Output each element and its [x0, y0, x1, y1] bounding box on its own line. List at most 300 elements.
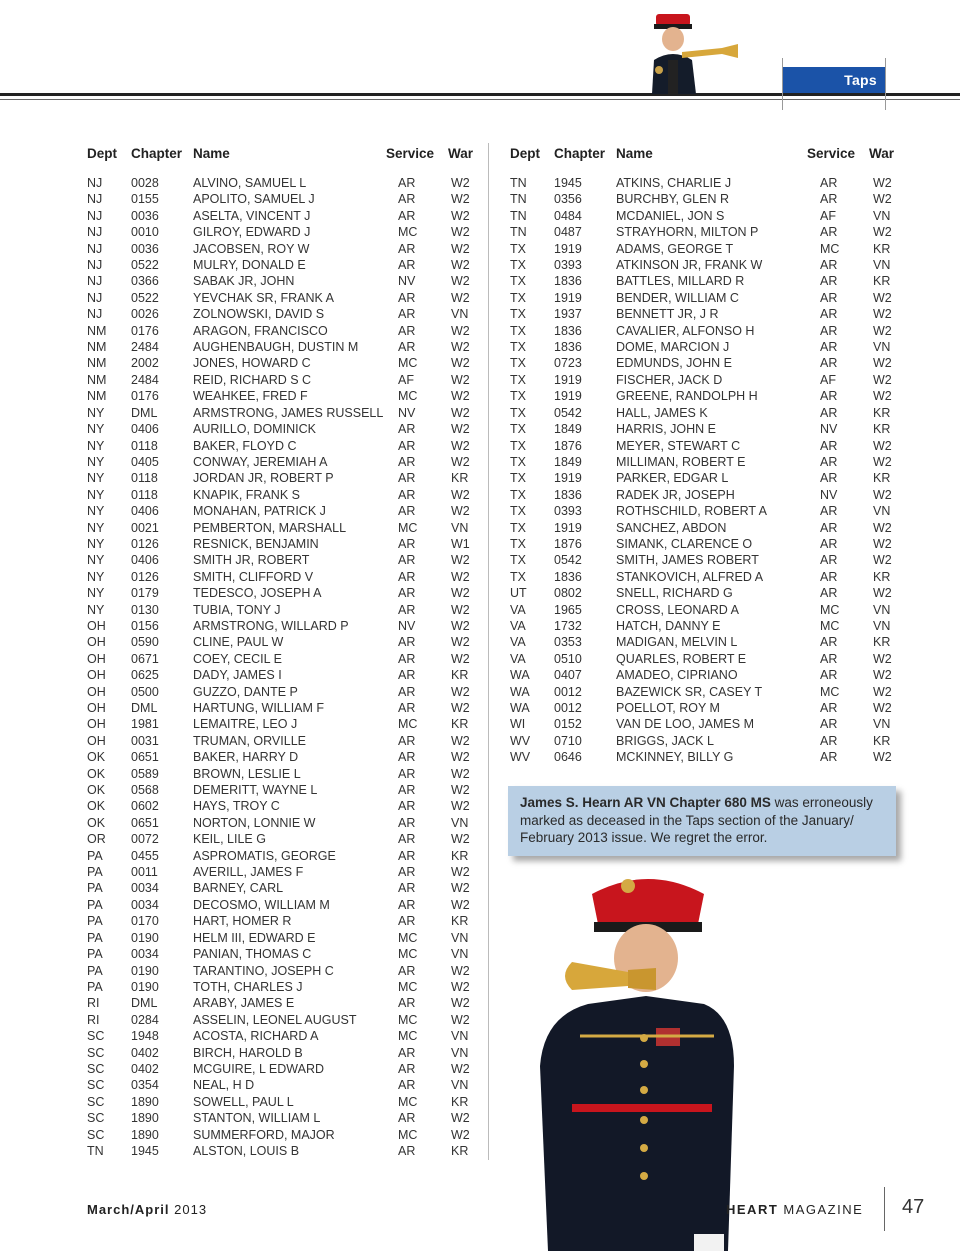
chapter-cell: 1919	[554, 471, 582, 486]
chapter-cell: 0170	[131, 914, 159, 929]
dept-cell: NM	[87, 389, 107, 404]
name-cell: MILLIMAN, ROBERT E	[616, 454, 746, 469]
name-cell: DADY, JAMES I	[193, 668, 282, 683]
name-cell: BATTLES, MILLARD R	[616, 274, 745, 289]
service-cell: AR	[398, 783, 416, 798]
table-row	[510, 635, 910, 651]
service-cell: NV	[820, 422, 838, 437]
chapter-cell: 1981	[131, 717, 159, 732]
war-cell: W2	[451, 241, 470, 256]
bugler-large-illustration	[528, 866, 748, 1251]
service-cell: MC	[398, 389, 418, 404]
service-cell: AR	[820, 258, 838, 273]
chapter-cell: 0118	[131, 471, 158, 486]
dept-cell: TX	[510, 258, 526, 273]
name-cell: APOLITO, SAMUEL J	[193, 192, 315, 207]
chapter-cell: 0522	[131, 290, 159, 305]
service-cell: AR	[820, 323, 838, 338]
name-cell: VAN DE LOO, JAMES M	[616, 717, 754, 732]
war-cell: W2	[873, 701, 892, 715]
war-cell: W2	[451, 881, 470, 896]
chapter-cell: 1919	[554, 290, 582, 305]
tab-divider-right	[885, 58, 886, 110]
name-cell: PARKER, EDGAR L	[616, 471, 729, 486]
chapter-cell: 0012	[554, 684, 582, 699]
name-cell: HELM III, EDWARD E	[193, 930, 316, 945]
dept-cell: TX	[510, 487, 526, 502]
service-cell: AR	[398, 602, 416, 617]
service-cell: NV	[398, 618, 416, 633]
chapter-cell: 1919	[554, 241, 582, 256]
service-cell: AR	[398, 553, 416, 568]
name-cell: EDMUNDS, JOHN E	[616, 356, 732, 371]
war-cell: VN	[451, 520, 469, 535]
name-cell: CROSS, LEONARD A	[616, 602, 739, 617]
service-cell: AR	[398, 651, 416, 666]
war-cell: W2	[873, 750, 892, 765]
table-row	[87, 324, 482, 340]
service-cell: AR	[398, 487, 416, 502]
name-cell: RADEK JR, JOSEPH	[616, 487, 735, 502]
table-row	[510, 225, 910, 241]
chapter-cell: 1836	[554, 323, 582, 338]
name-cell: SMITH JR, ROBERT	[193, 553, 310, 568]
table-row	[510, 685, 910, 701]
table-row	[87, 1062, 482, 1078]
service-cell: AF	[398, 372, 414, 387]
dept-cell: NY	[87, 422, 105, 437]
name-cell: TARANTINO, JOSEPH C	[193, 963, 334, 978]
war-cell: W2	[451, 750, 470, 765]
table-row	[510, 291, 910, 307]
table-row	[510, 619, 910, 635]
dept-cell: TX	[510, 405, 526, 420]
table-row	[87, 1111, 482, 1127]
name-cell: ARMSTRONG, WILLARD P	[193, 618, 349, 633]
dept-cell: PA	[87, 947, 103, 962]
chapter-cell: 1945	[131, 1143, 159, 1158]
chapter-cell: 0155	[131, 192, 159, 207]
dept-cell: NJ	[87, 192, 103, 207]
war-cell: W2	[451, 208, 470, 223]
name-cell: BROWN, LESLIE L	[193, 766, 301, 781]
service-cell: AR	[820, 536, 838, 551]
dept-cell: TN	[510, 225, 527, 240]
war-cell: W2	[451, 290, 470, 305]
war-cell: W2	[451, 356, 470, 371]
service-cell: AR	[820, 553, 838, 568]
table-row	[87, 422, 482, 438]
name-cell: MULRY, DONALD E	[193, 258, 306, 273]
service-cell: AR	[820, 520, 838, 535]
war-cell: KR	[873, 274, 891, 289]
chapter-cell: 1919	[554, 389, 582, 404]
header-rule-thin	[0, 99, 960, 100]
dept-cell: NJ	[87, 274, 103, 289]
dept-cell: SC	[87, 1061, 105, 1076]
dept-cell: OH	[87, 701, 106, 715]
page-number: 47	[902, 1196, 925, 1218]
chapter-cell: 0118	[131, 487, 158, 502]
table-row	[510, 242, 910, 258]
chapter-cell: 0589	[131, 766, 159, 781]
col-header-service: Service	[386, 146, 435, 161]
dept-cell: OK	[87, 799, 106, 814]
taps-column-right	[510, 143, 910, 767]
service-cell: AR	[398, 536, 416, 551]
chapter-cell: 0156	[131, 618, 159, 633]
table-row	[87, 1128, 482, 1144]
name-cell: MCDANIEL, JON S	[616, 208, 725, 223]
issue-date	[87, 1202, 207, 1217]
table-row	[87, 783, 482, 799]
table-row	[87, 209, 482, 225]
war-cell: W2	[873, 536, 892, 551]
dept-cell: TN	[510, 208, 527, 223]
name-cell: QUARLES, ROBERT E	[616, 651, 747, 666]
dept-cell: TX	[510, 356, 526, 371]
table-row	[510, 471, 910, 487]
dept-cell: TX	[510, 372, 526, 387]
service-cell: MC	[820, 602, 840, 617]
dept-cell: OK	[87, 766, 106, 781]
table-row	[510, 701, 910, 717]
service-cell: AR	[820, 668, 838, 683]
war-cell: W2	[451, 569, 470, 584]
table-row	[87, 1029, 482, 1045]
table-row	[510, 734, 910, 750]
table-row	[87, 980, 482, 996]
war-cell: W2	[451, 340, 470, 355]
chapter-cell: 0353	[554, 635, 582, 650]
war-cell: W2	[873, 684, 892, 699]
war-cell: KR	[873, 422, 891, 437]
dept-cell: VA	[510, 618, 526, 633]
dept-cell: TN	[510, 176, 527, 190]
name-cell: GILROY, EDWARD J	[193, 225, 311, 240]
dept-cell: OR	[87, 832, 106, 847]
name-cell: ASPROMATIS, GEORGE	[193, 848, 336, 863]
chapter-cell: 1945	[554, 176, 582, 190]
service-cell: AR	[820, 454, 838, 469]
dept-cell: OH	[87, 733, 106, 748]
table-row	[87, 652, 482, 668]
chapter-cell: 0031	[131, 733, 159, 748]
name-cell: COEY, CECIL E	[193, 651, 282, 666]
war-cell: VN	[873, 340, 891, 355]
table-row	[510, 406, 910, 422]
service-cell: AR	[398, 865, 416, 880]
war-cell: W2	[873, 290, 892, 305]
dept-cell: UT	[510, 586, 527, 601]
notice-bold-text: James S. Hearn AR VN Chapter 680 MS	[520, 795, 771, 810]
taps-list-left	[87, 176, 482, 1160]
dept-cell: SC	[87, 1078, 105, 1093]
chapter-cell: 0021	[131, 520, 159, 535]
dept-cell: SC	[87, 1111, 105, 1126]
name-cell: JONES, HOWARD C	[193, 356, 311, 371]
service-cell: MC	[398, 356, 418, 371]
war-cell: VN	[451, 947, 469, 962]
table-row	[510, 356, 910, 372]
name-cell: STANKOVICH, ALFRED A	[616, 569, 764, 584]
war-cell: W2	[451, 504, 470, 519]
war-cell: VN	[873, 504, 891, 519]
table-row	[87, 635, 482, 651]
war-cell: W2	[451, 1127, 470, 1142]
chapter-cell: 1876	[554, 438, 582, 453]
service-cell: MC	[398, 1012, 418, 1027]
name-cell: REID, RICHARD S C	[193, 372, 312, 387]
name-cell: KEIL, LILE G	[193, 832, 266, 847]
dept-cell: WA	[510, 684, 530, 699]
dept-cell: NM	[87, 356, 107, 371]
war-cell: VN	[451, 815, 469, 830]
chapter-cell: 0010	[131, 225, 159, 240]
chapter-cell: 0130	[131, 602, 159, 617]
table-row	[87, 274, 482, 290]
table-row	[510, 652, 910, 668]
chapter-cell: 0034	[131, 881, 159, 896]
name-cell: NEAL, H D	[193, 1078, 255, 1093]
war-cell: W2	[873, 307, 892, 322]
service-cell: AR	[398, 340, 416, 355]
chapter-cell: 0011	[131, 865, 158, 880]
name-cell: TEDESCO, JOSEPH A	[193, 586, 322, 601]
chapter-cell: 0393	[554, 258, 582, 273]
table-row	[87, 373, 482, 389]
table-row	[510, 176, 910, 192]
name-cell: STRAYHORN, MILTON P	[616, 225, 759, 240]
dept-cell: PA	[87, 930, 103, 945]
service-cell: AR	[398, 668, 416, 683]
name-cell: MEYER, STEWART C	[616, 438, 741, 453]
col-header-name: Name	[193, 146, 230, 161]
service-cell: AR	[398, 799, 416, 814]
table-row	[87, 668, 482, 684]
dept-cell: PA	[87, 881, 103, 896]
dept-cell: NJ	[87, 307, 103, 322]
chapter-cell: 1965	[554, 602, 582, 617]
service-cell: AR	[398, 881, 416, 896]
col-header-chapter: Chapter	[131, 146, 183, 161]
name-cell: AMADEO, CIPRIANO	[616, 668, 738, 683]
war-cell: KR	[873, 569, 891, 584]
service-cell: AR	[820, 651, 838, 666]
dept-cell: TX	[510, 454, 526, 469]
dept-cell: NY	[87, 553, 105, 568]
service-cell: AF	[820, 372, 836, 387]
name-cell: BURCHBY, GLEN R	[616, 192, 729, 207]
table-row	[87, 504, 482, 520]
table-row	[87, 439, 482, 455]
name-cell: ADAMS, GEORGE T	[616, 241, 734, 256]
chapter-cell: 0671	[131, 651, 159, 666]
dept-cell: SC	[87, 1094, 105, 1109]
table-row	[87, 553, 482, 569]
chapter-cell: 0036	[131, 241, 159, 256]
chapter-cell: 0126	[131, 536, 159, 551]
war-cell: W2	[451, 832, 470, 847]
table-row	[510, 373, 910, 389]
war-cell: W2	[451, 618, 470, 633]
name-cell: ARABY, JAMES E	[193, 996, 295, 1011]
dept-cell: WV	[510, 750, 531, 765]
table-row	[87, 849, 482, 865]
table-row	[87, 1078, 482, 1094]
service-cell: MC	[820, 618, 840, 633]
dept-cell: NJ	[87, 290, 103, 305]
war-cell: W2	[451, 258, 470, 273]
name-cell: ATKINS, CHARLIE J	[616, 176, 732, 190]
dept-cell: TX	[510, 323, 526, 338]
service-cell: MC	[398, 947, 418, 962]
service-cell: AR	[398, 569, 416, 584]
table-row	[87, 471, 482, 487]
service-cell: NV	[820, 487, 838, 502]
table-row	[510, 192, 910, 208]
table-row	[510, 455, 910, 471]
dept-cell: WA	[510, 701, 530, 715]
service-cell: AR	[820, 635, 838, 650]
chapter-cell: 2484	[131, 372, 159, 387]
war-cell: W2	[873, 438, 892, 453]
name-cell: HARTUNG, WILLIAM F	[193, 701, 325, 715]
service-cell: AR	[820, 405, 838, 420]
chapter-cell: 1919	[554, 372, 582, 387]
table-row	[510, 553, 910, 569]
table-row	[87, 898, 482, 914]
service-cell: AR	[398, 241, 416, 256]
table-row	[87, 521, 482, 537]
war-cell: W2	[873, 586, 892, 601]
service-cell: AR	[398, 996, 416, 1011]
chapter-cell: 1732	[554, 618, 582, 633]
dept-cell: OH	[87, 684, 106, 699]
dept-cell: OK	[87, 783, 106, 798]
war-cell: KR	[451, 717, 469, 732]
name-cell: GUZZO, DANTE P	[193, 684, 298, 699]
table-row	[87, 881, 482, 897]
war-cell: W2	[451, 635, 470, 650]
name-cell: ASSELIN, LEONEL AUGUST	[193, 1012, 357, 1027]
service-cell: AR	[398, 750, 416, 765]
service-cell: AR	[820, 307, 838, 322]
name-cell: SMITH, CLIFFORD V	[193, 569, 314, 584]
name-cell: SANCHEZ, ABDON	[616, 520, 727, 535]
dept-cell: PA	[87, 963, 103, 978]
name-cell: SUMMERFORD, MAJOR	[193, 1127, 335, 1142]
war-cell: KR	[873, 241, 891, 256]
name-cell: BAZEWICK SR, CASEY T	[616, 684, 763, 699]
chapter-cell: 0406	[131, 422, 159, 437]
war-cell: W2	[873, 553, 892, 568]
name-cell: BAKER, HARRY D	[193, 750, 299, 765]
table-row	[87, 225, 482, 241]
chapter-cell: 0179	[131, 586, 159, 601]
service-cell: AR	[820, 471, 838, 486]
chapter-cell: 0542	[554, 553, 582, 568]
war-cell: KR	[451, 668, 469, 683]
dept-cell: PA	[87, 848, 103, 863]
dept-cell: TX	[510, 504, 526, 519]
chapter-cell: 0510	[554, 651, 582, 666]
war-cell: W2	[873, 651, 892, 666]
header-rule	[0, 93, 960, 96]
col-header-dept: Dept	[510, 146, 540, 161]
dept-cell: TX	[510, 290, 526, 305]
dept-cell: TX	[510, 569, 526, 584]
name-cell: AURILLO, DOMINICK	[193, 422, 316, 437]
table-row	[510, 422, 910, 438]
name-cell: BIRCH, HAROLD B	[193, 1045, 303, 1060]
dept-cell: TN	[87, 1143, 104, 1158]
name-cell: ATKINSON JR, FRANK W	[616, 258, 763, 273]
service-cell: AR	[820, 504, 838, 519]
name-cell: TUBIA, TONY J	[193, 602, 281, 617]
service-cell: AR	[820, 389, 838, 404]
dept-cell: NY	[87, 586, 105, 601]
war-cell: W2	[451, 865, 470, 880]
service-cell: AR	[398, 504, 416, 519]
correction-notice	[508, 786, 896, 856]
service-cell: AR	[820, 750, 838, 765]
service-cell: AR	[398, 307, 416, 322]
table-row	[87, 734, 482, 750]
war-cell: KR	[451, 1094, 469, 1109]
dept-cell: PA	[87, 914, 103, 929]
dept-cell: NJ	[87, 258, 103, 273]
war-cell: W2	[451, 684, 470, 699]
name-cell: ARAGON, FRANCISCO	[193, 323, 328, 338]
table-row	[87, 750, 482, 766]
name-cell: SMITH, JAMES ROBERT	[616, 553, 759, 568]
chapter-cell: 0710	[554, 733, 582, 748]
war-cell: KR	[873, 733, 891, 748]
dept-cell: OH	[87, 668, 106, 683]
table-row	[510, 521, 910, 537]
chapter-cell: 1836	[554, 340, 582, 355]
col-header-chapter: Chapter	[554, 146, 606, 161]
name-cell: HATCH, DANNY E	[616, 618, 721, 633]
war-cell: W2	[451, 897, 470, 912]
dept-cell: OK	[87, 815, 106, 830]
table-row	[510, 570, 910, 586]
war-cell: VN	[451, 307, 469, 322]
bugler-small-illustration	[646, 8, 742, 94]
table-row	[87, 570, 482, 586]
chapter-cell: 0034	[131, 897, 159, 912]
war-cell: W2	[451, 487, 470, 502]
table-row	[510, 668, 910, 684]
chapter-cell: 0407	[554, 668, 582, 683]
dept-cell: NM	[87, 323, 107, 338]
war-cell: KR	[873, 405, 891, 420]
chapter-cell: 1890	[131, 1094, 159, 1109]
war-cell: VN	[873, 208, 891, 223]
service-cell: AR	[398, 422, 416, 437]
chapter-cell: 1849	[554, 422, 582, 437]
chapter-cell: 0542	[554, 405, 582, 420]
chapter-cell: 0072	[131, 832, 159, 847]
war-cell: W2	[451, 405, 470, 420]
service-cell: AR	[398, 848, 416, 863]
table-row	[87, 685, 482, 701]
dept-cell: SC	[87, 1127, 105, 1142]
war-cell: KR	[451, 914, 469, 929]
name-cell: RESNICK, BENJAMIN	[193, 536, 319, 551]
dept-cell: TN	[510, 192, 527, 207]
